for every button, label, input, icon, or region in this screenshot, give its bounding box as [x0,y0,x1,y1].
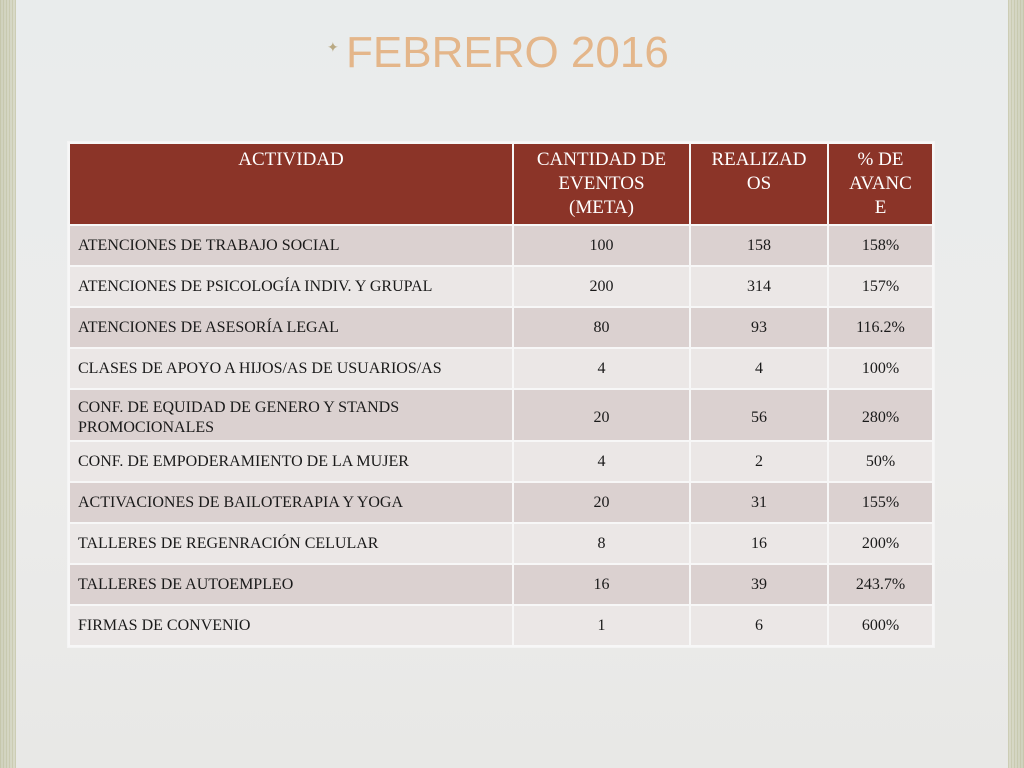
cell-realizados: 56 [690,389,828,441]
table-row [69,605,933,646]
header-cantidad-line-3: (META) [569,197,634,218]
slide-title: FEBRERO 2016 [346,28,669,77]
cell-avance: 600% [828,605,933,646]
header-cantidad-line-1: CANTIDAD DE [536,149,667,170]
header-avance-line-3: E [874,197,887,218]
cell-avance: 158% [828,225,933,266]
cell-meta: 8 [513,523,690,564]
cell-meta: 200 [513,266,690,307]
header-actividad [69,143,513,225]
right-decorative-border [1008,0,1024,768]
left-decorative-border [0,0,16,768]
cell-avance: 100% [828,348,933,389]
header-cantidad-line-2: EVENTOS [558,173,645,194]
cell-avance: 155% [828,482,933,523]
cell-realizados: 4 [690,348,828,389]
header-actividad-line: ACTIVIDAD [238,149,344,170]
cell-actividad: CONF. DE EQUIDAD DE GENERO Y STANDS PROMOCIONALES [69,389,513,441]
cell-actividad: ATENCIONES DE PSICOLOGÍA INDIV. Y GRUPAL [69,266,513,307]
cell-avance: 157% [828,266,933,307]
cell-meta: 1 [513,605,690,646]
table-row [69,482,933,523]
four-point-star-icon: ✦ [327,40,339,56]
cell-meta: 100 [513,225,690,266]
cell-avance: 200% [828,523,933,564]
cell-avance: 50% [828,441,933,482]
header-avance [828,143,933,225]
cell-meta: 4 [513,441,690,482]
cell-realizados: 158 [690,225,828,266]
table-row [69,389,933,441]
table-row [69,523,933,564]
header-realizados-line-1: REALIZAD [711,149,807,170]
cell-realizados: 16 [690,523,828,564]
cell-meta: 80 [513,307,690,348]
cell-realizados: 39 [690,564,828,605]
cell-realizados: 314 [690,266,828,307]
cell-actividad: TALLERES DE AUTOEMPLEO [69,564,513,605]
table-row [69,266,933,307]
header-cantidad-eventos [513,143,690,225]
cell-meta: 16 [513,564,690,605]
cell-actividad: CONF. DE EMPODERAMIENTO DE LA MUJER [69,441,513,482]
cell-realizados: 6 [690,605,828,646]
cell-actividad: TALLERES DE REGENRACIÓN CELULAR [69,523,513,564]
cell-actividad: ACTIVACIONES DE BAILOTERAPIA Y YOGA [69,482,513,523]
table-row [69,225,933,266]
table-row [69,348,933,389]
cell-avance: 243.7% [828,564,933,605]
cell-realizados: 93 [690,307,828,348]
cell-realizados: 31 [690,482,828,523]
header-avance-line-1: % DE [857,149,904,170]
cell-actividad: FIRMAS DE CONVENIO [69,605,513,646]
cell-actividad: ATENCIONES DE TRABAJO SOCIAL [69,225,513,266]
header-realizados [690,143,828,225]
cell-meta: 20 [513,389,690,441]
cell-realizados: 2 [690,441,828,482]
table-header-row [69,143,933,225]
table-row [69,441,933,482]
cell-meta: 4 [513,348,690,389]
header-avance-line-2: AVANC [849,173,912,194]
cell-meta: 20 [513,482,690,523]
cell-actividad: ATENCIONES DE ASESORÍA LEGAL [69,307,513,348]
cell-actividad: CLASES DE APOYO A HIJOS/AS DE USUARIOS/AS [69,348,513,389]
cell-avance: 116.2% [828,307,933,348]
activity-table [68,142,934,647]
header-realizados-line-2: OS [746,173,772,194]
cell-avance: 280% [828,389,933,441]
table-row [69,564,933,605]
table-row [69,307,933,348]
